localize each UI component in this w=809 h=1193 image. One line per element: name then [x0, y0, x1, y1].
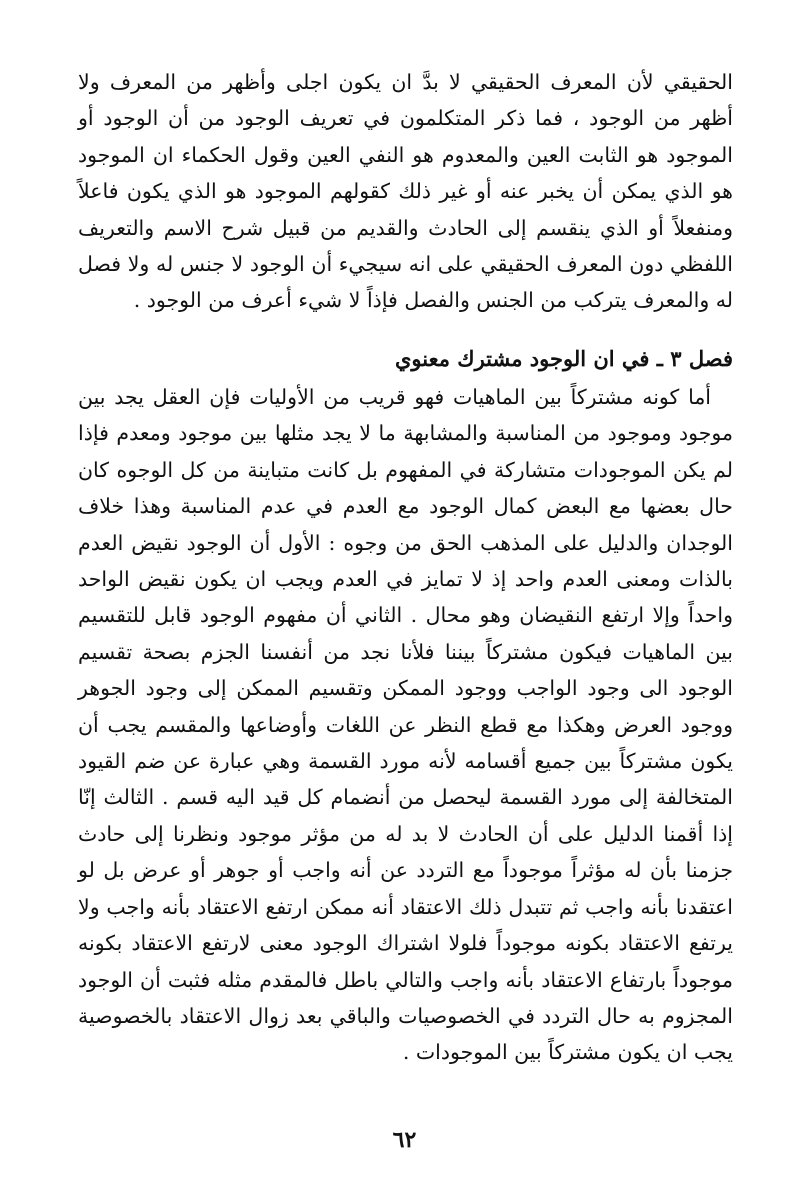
page-number: ٦٢ — [392, 1127, 417, 1153]
paragraph-text: الحقيقي لأن المعرف الحقيقي لا بدَّ ان يكون اجلى وأظهر من المعرف ولا أظهر من الوجود ، فما ذكر المتكلمون في تعريف الوجود من أن الوجود أو الموجود هو الثابت العين والمعدوم هو النفي العين وقول الحكماء ان الموجود هو الذي يمكن أن يخبر عنه أو غير ذلك كقولهم الموجود هو الذي يكون فاعلاً ومنفعلاً أو الذي ينقسم إلى الحادث والقديم من قبيل شرح الاسم والتعريف اللفظي دون المعرف الحقيقي على انه سيجيء أن الوجود لا جنس له ولا فصل له والمعرف يتركب من الجنس والفصل فإذاً لا شيء أعرف من الوجود . — [78, 70, 733, 313]
section-heading: فصل ٣ ـ في ان الوجود مشترك معنوي — [394, 346, 733, 371]
body-paragraph — [78, 379, 733, 1071]
paragraph-text: أما كونه مشتركاً بين الماهيات فهو قريب من الأوليات فإن العقل يجد بين موجود وموجود من المناسبة والمشابهة ما لا يجد مثلها بين موجود ومعدم فإذا لم يكن الموجودات متشاركة في المفهوم بل كانت متباينة من كل الوجوه كان حال بعضها مع البعض كمال الوجود مع العدم في عدم المناسبة وهذا خلاف الوجدان والدليل على المذهب الحق من وجوه : الأول أن الوجود نقيض العدم بالذات ومعنى العدم واحد إذ لا تمايز في العدم ويجب ان يكون نقيض الواحد واحداً وإلا ارتفع النقيضان وهو محال . الثاني أن مفهوم الوجود قابل للتقسيم بين الماهيات فيكون مشتركاً بيننا فلأنا نجد من أنفسنا الجزم بصحة تقسيم الوجود الى وجود الواجب ووجود الممكن وتقسيم الممكن إلى وجود الجوهر ووجود العرض وهكذا مع قطع النظر عن اللغات وأوضاعها والمقسم يجب أن يكون مشتركاً بين جميع أقسامه لأنه مورد القسمة وهي عبارة عن ضم القيود المتخالفة إلى مورد القسمة ليحصل من أنضمام كل قيد اليه قسم . الثالث إنّا إذا أقمنا الدليل على أن الحادث لا بد له من مؤثر موجود ونظرنا إلى حادث جزمنا بأن له مؤثراً موجوداً مع التردد عن أنه واجب أو جوهر أو عرض بل لو اعتقدنا بأنه واجب ثم تتبدل ذلك الاعتقاد أنه ممكن ارتفع الاعتقاد بأنه واجب ولا يرتفع الاعتقاد بكونه موجوداً فلولا اشتراك الوجود معنى لارتفع الاعتقاد بكونه موجوداً بارتفاع الاعتقاد بأنه واجب والتالي باطل فالمقدم مثله فثبت أن الوجود المجزوم به حال التردد في الخصوصيات والباقي بعد زوال الاعتقاد بالخصوصية يجب ان يكون مشتركاً بين الموجودات . — [78, 385, 733, 1065]
body-paragraph-continued — [78, 64, 733, 319]
